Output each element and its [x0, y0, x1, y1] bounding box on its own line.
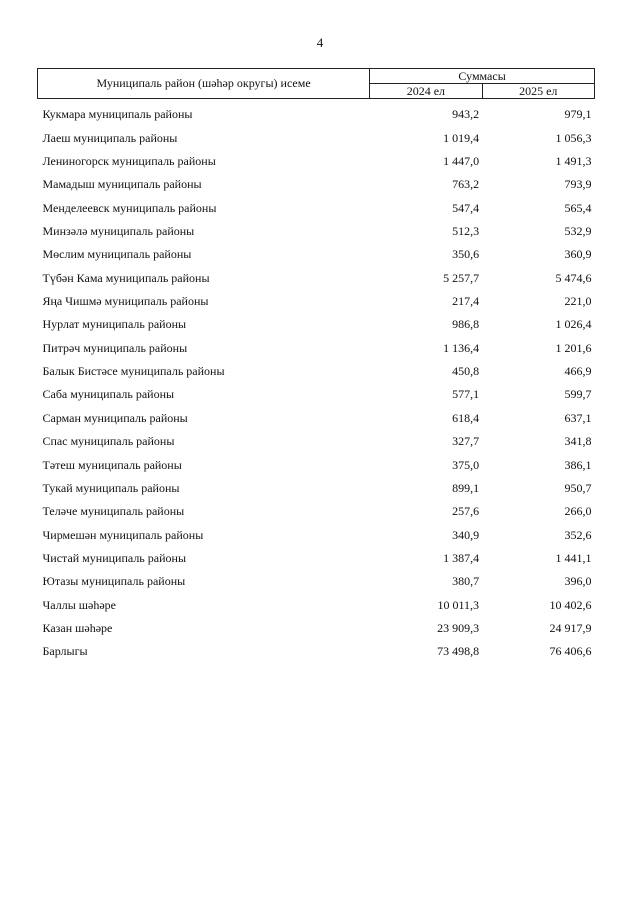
amount-2025: 466,9 [564, 364, 592, 379]
table-row [38, 473, 595, 496]
municipality-name: Яңа Чишмә муниципаль районы [42, 294, 209, 309]
amount-2025: 565,4 [564, 200, 592, 215]
municipality-name: Барлыгы [42, 644, 88, 659]
amount-2025: 10 402,6 [549, 597, 592, 612]
table-row [38, 496, 595, 519]
amount-2025: 221,0 [564, 294, 592, 309]
amount-2024: 375,0 [452, 457, 480, 472]
table-row [38, 426, 595, 449]
amount-2024: 217,4 [452, 294, 480, 309]
amount-2024: 1 447,0 [443, 154, 480, 169]
table-row [38, 613, 595, 636]
amount-2025: 979,1 [564, 107, 592, 122]
municipality-name: Мөслим муниципаль районы [42, 247, 192, 262]
amount-2025: 793,9 [564, 177, 592, 192]
amount-2025: 637,1 [564, 410, 592, 425]
amount-2025: 5 474,6 [555, 270, 592, 285]
amount-2024: 618,4 [452, 410, 480, 425]
municipality-name: Сарман муниципаль районы [42, 410, 188, 425]
municipality-name: Түбән Кама муниципаль районы [42, 270, 210, 285]
amount-2025: 599,7 [564, 387, 592, 402]
table-row [38, 216, 595, 239]
budget-table [37, 68, 595, 659]
table-row [38, 356, 595, 379]
municipality-name: Нурлат муниципаль районы [42, 317, 187, 332]
amount-2025: 1 491,3 [555, 154, 592, 169]
amount-2024: 512,3 [452, 224, 480, 239]
amount-2024: 763,2 [452, 177, 480, 192]
municipality-name: Лаеш муниципаль районы [42, 130, 178, 145]
amount-2025: 266,0 [564, 504, 592, 519]
municipality-name: Тукай муниципаль районы [42, 480, 180, 495]
amount-2024: 257,6 [452, 504, 480, 519]
amount-2024: 340,9 [452, 527, 480, 542]
municipality-name: Лениногорск муниципаль районы [42, 154, 216, 169]
amount-2025: 1 441,1 [555, 550, 592, 565]
amount-2024: 73 498,8 [437, 644, 480, 659]
table-row [38, 543, 595, 566]
municipality-name: Ютазы муниципаль районы [42, 574, 186, 589]
amount-2024: 23 909,3 [437, 620, 480, 635]
amount-2025: 1 201,6 [555, 340, 592, 355]
year-2025-header: 2025 ел [482, 84, 594, 99]
table-body [38, 99, 595, 660]
table-row [38, 122, 595, 145]
municipality-name-header: Муниципаль район (шәһәр округы) исеме [38, 69, 370, 99]
year-2024-header: 2024 ел [370, 84, 482, 99]
amount-2025: 341,8 [564, 434, 592, 449]
table-row [38, 309, 595, 332]
page-number: 4 [316, 35, 324, 50]
table-row [38, 449, 595, 472]
municipality-name: Чирмешән муниципаль районы [42, 527, 204, 542]
table-row [38, 332, 595, 355]
municipality-name: Кукмара муниципаль районы [42, 107, 193, 122]
amount-2025: 1 026,4 [555, 317, 592, 332]
table-row [38, 519, 595, 542]
amount-2024: 899,1 [452, 480, 480, 495]
table-row [38, 192, 595, 215]
amount-2025: 532,9 [564, 224, 592, 239]
municipality-name: Саба муниципаль районы [42, 387, 175, 402]
amount-2025: 360,9 [564, 247, 592, 262]
table-row [38, 402, 595, 425]
amount-2024: 1 387,4 [443, 550, 480, 565]
amount-2025: 386,1 [564, 457, 592, 472]
table-row [38, 636, 595, 659]
municipality-name: Мамадыш муниципаль районы [42, 177, 202, 192]
amount-2024: 350,6 [452, 247, 480, 262]
table-row [38, 146, 595, 169]
amount-2025: 352,6 [564, 527, 592, 542]
sum-group-header: Суммасы [370, 69, 595, 84]
amount-2024: 5 257,7 [443, 270, 480, 285]
municipality-name: Менделеевск муниципаль районы [42, 200, 217, 215]
amount-2024: 450,8 [452, 364, 480, 379]
amount-2024: 986,8 [452, 317, 480, 332]
municipality-name: Балык Бистәсе муниципаль районы [42, 364, 225, 379]
municipality-name: Казан шәһәре [42, 620, 113, 635]
municipality-name: Спас муниципаль районы [42, 434, 175, 449]
amount-2024: 577,1 [452, 387, 480, 402]
municipality-name: Питрәч муниципаль районы [42, 340, 188, 355]
amount-2024: 1 136,4 [443, 340, 480, 355]
amount-2025: 396,0 [564, 574, 592, 589]
amount-2024: 327,7 [452, 434, 480, 449]
amount-2024: 380,7 [452, 574, 480, 589]
table-row [38, 99, 595, 123]
amount-2024: 547,4 [452, 200, 480, 215]
municipality-name: Теләче муниципаль районы [42, 504, 185, 519]
municipality-name: Тәтеш муниципаль районы [42, 457, 182, 472]
municipality-name: Чистай муниципаль районы [42, 550, 187, 565]
municipality-name: Минзәлә муниципаль районы [42, 224, 195, 239]
table-row [38, 589, 595, 612]
amount-2025: 1 056,3 [555, 130, 592, 145]
amount-2025: 950,7 [564, 480, 592, 495]
amount-2024: 1 019,4 [443, 130, 480, 145]
table-row [38, 379, 595, 402]
amount-2024: 10 011,3 [437, 597, 480, 612]
table-header [38, 69, 595, 99]
amount-2025: 24 917,9 [549, 620, 592, 635]
table-row [38, 566, 595, 589]
table-row [38, 286, 595, 309]
table-row [38, 169, 595, 192]
municipality-name: Чаллы шәһәре [42, 597, 116, 612]
header-row-top [38, 69, 595, 84]
table-row [38, 262, 595, 285]
table-row [38, 239, 595, 262]
amount-2025: 76 406,6 [549, 644, 592, 659]
amount-2024: 943,2 [452, 107, 480, 122]
